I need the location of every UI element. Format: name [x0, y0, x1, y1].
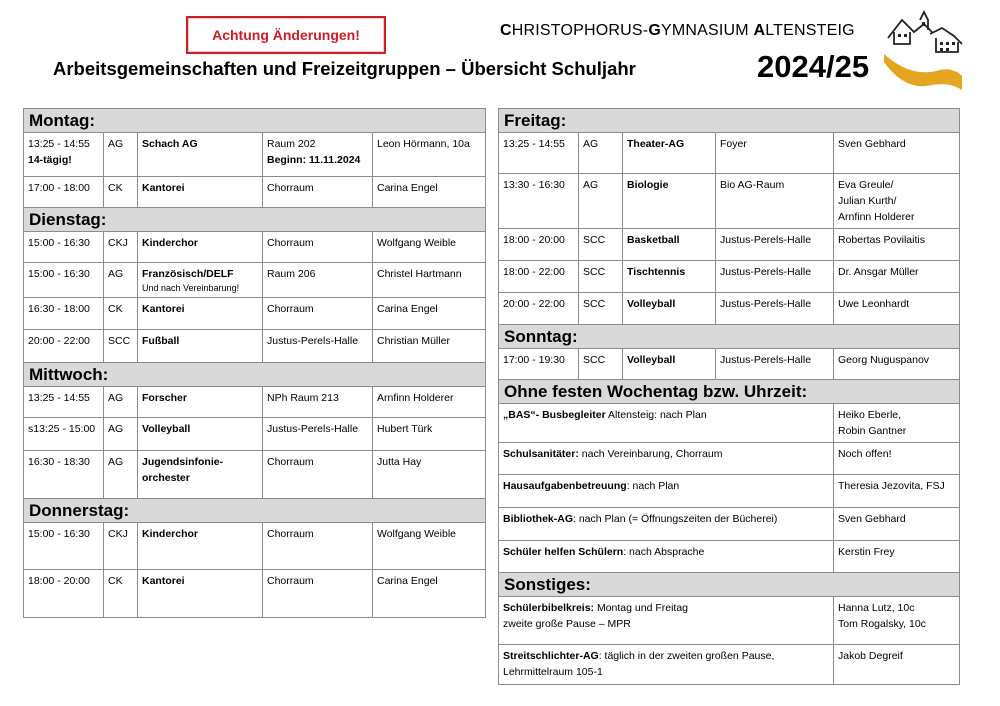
description-cell [499, 443, 834, 475]
table-row [24, 263, 486, 298]
activity-name: Französisch/DELF [142, 268, 234, 280]
activity-details: : nach Plan (= Öffnungszeiten der Bücherei) [573, 513, 778, 525]
schedule-right-table [498, 108, 960, 685]
table-row [24, 418, 486, 451]
person-cell: Hanna Lutz, 10c Tom Rogalsky, 10c [834, 597, 960, 645]
time-cell [499, 174, 579, 229]
person-cell: Sven Gebhard [834, 508, 960, 541]
place-text: Justus-Perels-Halle [720, 234, 812, 246]
place-text: Chorraum [267, 528, 314, 540]
day-heading: Montag: [24, 109, 486, 133]
table-row [499, 645, 960, 685]
person-cell: Wolfgang Weible [373, 523, 486, 570]
type-text: SCC [583, 354, 606, 366]
table-row [24, 330, 486, 363]
type-cell [104, 330, 138, 363]
place-text: Foyer [720, 138, 747, 150]
time-text: 18:00 - 20:00 [503, 234, 565, 246]
time-text: 15:00 - 16:30 [28, 268, 90, 280]
place-text: Raum 202 [267, 138, 316, 150]
type-text: AG [108, 423, 124, 435]
activity-note: Und nach Vereinbarung! [142, 283, 240, 293]
type-text: CKJ [108, 528, 128, 540]
activity-cell [138, 451, 263, 499]
activity-cell [138, 570, 263, 618]
table-row [499, 293, 960, 325]
type-cell [579, 229, 623, 261]
activity-name: Biologie [627, 179, 669, 191]
type-cell [104, 570, 138, 618]
table-row [24, 232, 486, 263]
activity-cell [138, 177, 263, 208]
table-row [24, 133, 486, 177]
person-cell: Arnfinn Holderer [373, 387, 486, 418]
time-text: 18:00 - 22:00 [503, 266, 565, 278]
type-text: AG [108, 392, 124, 404]
time-text: 15:00 - 16:30 [28, 237, 90, 249]
table-row [24, 387, 486, 418]
person-cell: Jakob Degreif [834, 645, 960, 685]
time-text: 13:25 - 14:55 [28, 138, 90, 150]
person-cell: Georg Nuguspanov [834, 349, 960, 380]
activity-name: Kinderchor [142, 237, 199, 249]
activity-details: Montag und Freitag zweite große Pause – MPR [503, 602, 689, 630]
activity-details: nach Vereinbarung, Chorraum [578, 448, 723, 460]
table-row [499, 261, 960, 293]
table-row [499, 404, 960, 443]
type-cell [579, 261, 623, 293]
activity-cell [623, 229, 716, 261]
table-row [499, 174, 960, 229]
person-cell: Carina Engel [373, 570, 486, 618]
person-cell: Theresia Jezovita, FSJ [834, 475, 960, 508]
person-cell: Kerstin Frey [834, 541, 960, 573]
time-cell [499, 133, 579, 174]
day-heading: Sonstiges: [499, 573, 960, 597]
activity-name: Kantorei [142, 182, 185, 194]
school-name-initial: G [648, 22, 661, 39]
place-text: Justus-Perels-Halle [267, 423, 359, 435]
place-cell [716, 261, 834, 293]
table-row [24, 177, 486, 208]
time-text: 16:30 - 18:30 [28, 456, 90, 468]
type-text: SCC [583, 234, 606, 246]
activity-cell [138, 298, 263, 330]
school-name-part: LTENSTEIG [765, 22, 855, 39]
day-heading: Ohne festen Wochentag bzw. Uhrzeit: [499, 380, 960, 404]
description-cell [499, 541, 834, 573]
type-cell [579, 349, 623, 380]
time-cell [499, 229, 579, 261]
table-row [499, 541, 960, 573]
time-text: 17:00 - 19:30 [503, 354, 565, 366]
school-name-initial: A [753, 22, 766, 39]
type-text: SCC [583, 266, 606, 278]
type-text: CKJ [108, 237, 128, 249]
day-heading: Mittwoch: [24, 363, 486, 387]
time-text: 17:00 - 18:00 [28, 182, 90, 194]
activity-cell [623, 349, 716, 380]
type-cell [104, 263, 138, 298]
activity-cell [623, 293, 716, 325]
activity-name: Schüler helfen Schülern [503, 546, 624, 558]
place-cell [263, 451, 373, 499]
table-row [499, 229, 960, 261]
place-cell [716, 174, 834, 229]
place-text: Bio AG-Raum [720, 179, 785, 191]
place-cell [716, 293, 834, 325]
school-name-initial: C [500, 22, 512, 39]
time-text: 20:00 - 22:00 [28, 335, 90, 347]
place-text: Justus-Perels-Halle [720, 354, 812, 366]
type-cell [104, 418, 138, 451]
table-row [499, 475, 960, 508]
type-text: AG [583, 138, 599, 150]
person-cell: Noch offen! [834, 443, 960, 475]
activity-name: Schulsanitäter: [503, 448, 579, 460]
time-cell [24, 263, 104, 298]
activity-cell [138, 133, 263, 177]
time-text: 18:00 - 20:00 [28, 575, 90, 587]
activity-cell [623, 261, 716, 293]
school-name [500, 22, 855, 40]
place-cell [263, 418, 373, 451]
type-text: CK [108, 303, 123, 315]
activity-name: Jugendsinfonie-orchester [142, 456, 224, 484]
person-cell: Hubert Türk [373, 418, 486, 451]
type-cell [104, 387, 138, 418]
activity-name: Volleyball [627, 354, 676, 366]
activity-cell [138, 263, 263, 298]
place-cell [263, 298, 373, 330]
activity-cell [138, 387, 263, 418]
activity-cell [623, 133, 716, 174]
time-cell [499, 349, 579, 380]
activity-name: „BAS“- Busbegleiter [503, 409, 606, 421]
activity-cell [138, 418, 263, 451]
place-cell [716, 229, 834, 261]
schedule-left-table [23, 108, 486, 618]
person-cell: Leon Hörmann, 10a [373, 133, 486, 177]
person-cell: Wolfgang Weible [373, 232, 486, 263]
place-text: Chorraum [267, 456, 314, 468]
table-row [499, 443, 960, 475]
activity-name: Fußball [142, 335, 180, 347]
person-cell: Sven Gebhard [834, 133, 960, 174]
place-cell [263, 133, 373, 177]
time-cell [24, 177, 104, 208]
activity-details: : täglich in der zweiten großen Pause, Lehrmittelraum 105-1 [503, 650, 775, 678]
time-cell [24, 523, 104, 570]
activity-name: Tischtennis [627, 266, 686, 278]
activity-name: Volleyball [142, 423, 191, 435]
type-text: AG [108, 138, 124, 150]
activity-name: Bibliothek-AG [503, 513, 573, 525]
school-logo-icon [880, 10, 964, 90]
time-cell [24, 298, 104, 330]
activity-name: Kantorei [142, 575, 185, 587]
type-cell [104, 232, 138, 263]
activity-details: : nach Absprache [623, 546, 705, 558]
place-cell [263, 232, 373, 263]
time-text: 13:30 - 16:30 [503, 179, 565, 191]
table-row [24, 451, 486, 499]
type-text: SCC [583, 298, 606, 310]
description-cell [499, 597, 834, 645]
place-note: Beginn: 11.11.2024 [267, 154, 361, 166]
time-cell [499, 293, 579, 325]
person-cell: Christian Müller [373, 330, 486, 363]
activity-cell [623, 174, 716, 229]
place-text: Chorraum [267, 237, 314, 249]
time-cell [24, 418, 104, 451]
person-cell: Carina Engel [373, 298, 486, 330]
time-cell [24, 570, 104, 618]
time-text: 13:25 - 14:55 [503, 138, 565, 150]
type-cell [104, 133, 138, 177]
time-text: 16:30 - 18:00 [28, 303, 90, 315]
time-cell [24, 451, 104, 499]
day-heading: Sonntag: [499, 325, 960, 349]
place-text: Chorraum [267, 575, 314, 587]
activity-name: Schülerbibelkreis: [503, 602, 595, 614]
person-cell: Heiko Eberle, Robin Gantner [834, 404, 960, 443]
activity-name: Schach AG [142, 138, 198, 150]
table-row [24, 570, 486, 618]
place-cell [716, 349, 834, 380]
table-row [499, 508, 960, 541]
time-text: 20:00 - 22:00 [503, 298, 565, 310]
school-name-part: YMNASIUM [660, 22, 754, 39]
activity-name: Kinderchor [142, 528, 199, 540]
person-cell: Dr. Ansgar Müller [834, 261, 960, 293]
table-row [499, 597, 960, 645]
day-heading: Freitag: [499, 109, 960, 133]
table-row [499, 133, 960, 174]
day-heading: Dienstag: [24, 208, 486, 232]
time-cell [24, 330, 104, 363]
activity-cell [138, 330, 263, 363]
time-cell [24, 232, 104, 263]
type-text: CK [108, 182, 123, 194]
activity-name: Basketball [627, 234, 680, 246]
type-text: AG [583, 179, 599, 191]
place-text: NPh Raum 213 [267, 392, 339, 404]
place-text: Chorraum [267, 303, 314, 315]
time-text: 13:25 - 14:55 [28, 392, 90, 404]
type-cell [579, 174, 623, 229]
activity-name: Hausaufgabenbetreuung [503, 480, 627, 492]
description-cell [499, 475, 834, 508]
place-cell [716, 133, 834, 174]
type-text: SCC [108, 335, 131, 347]
time-text: s13:25 - 15:00 [28, 423, 96, 435]
place-cell [263, 330, 373, 363]
activity-details: Altensteig: nach Plan [605, 409, 707, 421]
type-cell [104, 523, 138, 570]
place-cell [263, 177, 373, 208]
activity-name: Theater-AG [627, 138, 685, 150]
table-row [24, 298, 486, 330]
description-cell [499, 404, 834, 443]
activity-details: : nach Plan [626, 480, 680, 492]
activity-cell [138, 232, 263, 263]
time-cell [24, 387, 104, 418]
day-heading: Donnerstag: [24, 499, 486, 523]
table-row [24, 523, 486, 570]
type-cell [579, 133, 623, 174]
time-cell [24, 133, 104, 177]
type-text: CK [108, 575, 123, 587]
type-cell [104, 451, 138, 499]
time-text: 15:00 - 16:30 [28, 528, 90, 540]
time-note: 14-tägig! [28, 154, 72, 166]
activity-name: Volleyball [627, 298, 676, 310]
time-cell [499, 261, 579, 293]
place-text: Raum 206 [267, 268, 316, 280]
page-title: Arbeitsgemeinschaften und Freizeitgruppen – Übersicht Schuljahr [53, 58, 636, 79]
person-cell: Jutta Hay [373, 451, 486, 499]
description-cell [499, 645, 834, 685]
person-cell: Eva Greule/ Julian Kurth/ Arnfinn Holderer [834, 174, 960, 229]
person-cell: Uwe Leonhardt [834, 293, 960, 325]
place-text: Justus-Perels-Halle [267, 335, 359, 347]
place-text: Justus-Perels-Halle [720, 266, 812, 278]
type-text: AG [108, 268, 124, 280]
place-cell [263, 263, 373, 298]
school-name-part: HRISTOPHORUS- [511, 22, 649, 39]
activity-cell [138, 523, 263, 570]
activity-name: Forscher [142, 392, 187, 404]
person-cell: Christel Hartmann [373, 263, 486, 298]
description-cell [499, 508, 834, 541]
activity-name: Kantorei [142, 303, 185, 315]
place-text: Justus-Perels-Halle [720, 298, 812, 310]
person-cell: Robertas Povilaitis [834, 229, 960, 261]
table-row [499, 349, 960, 380]
school-year: 2024/25 [757, 49, 870, 84]
activity-name: Streitschlichter-AG [503, 650, 599, 662]
type-cell [579, 293, 623, 325]
place-text: Chorraum [267, 182, 314, 194]
type-cell [104, 177, 138, 208]
type-text: AG [108, 456, 124, 468]
place-cell [263, 570, 373, 618]
place-cell [263, 387, 373, 418]
place-cell [263, 523, 373, 570]
type-cell [104, 298, 138, 330]
changes-notice: Achtung Änderungen! [186, 16, 386, 54]
person-cell: Carina Engel [373, 177, 486, 208]
